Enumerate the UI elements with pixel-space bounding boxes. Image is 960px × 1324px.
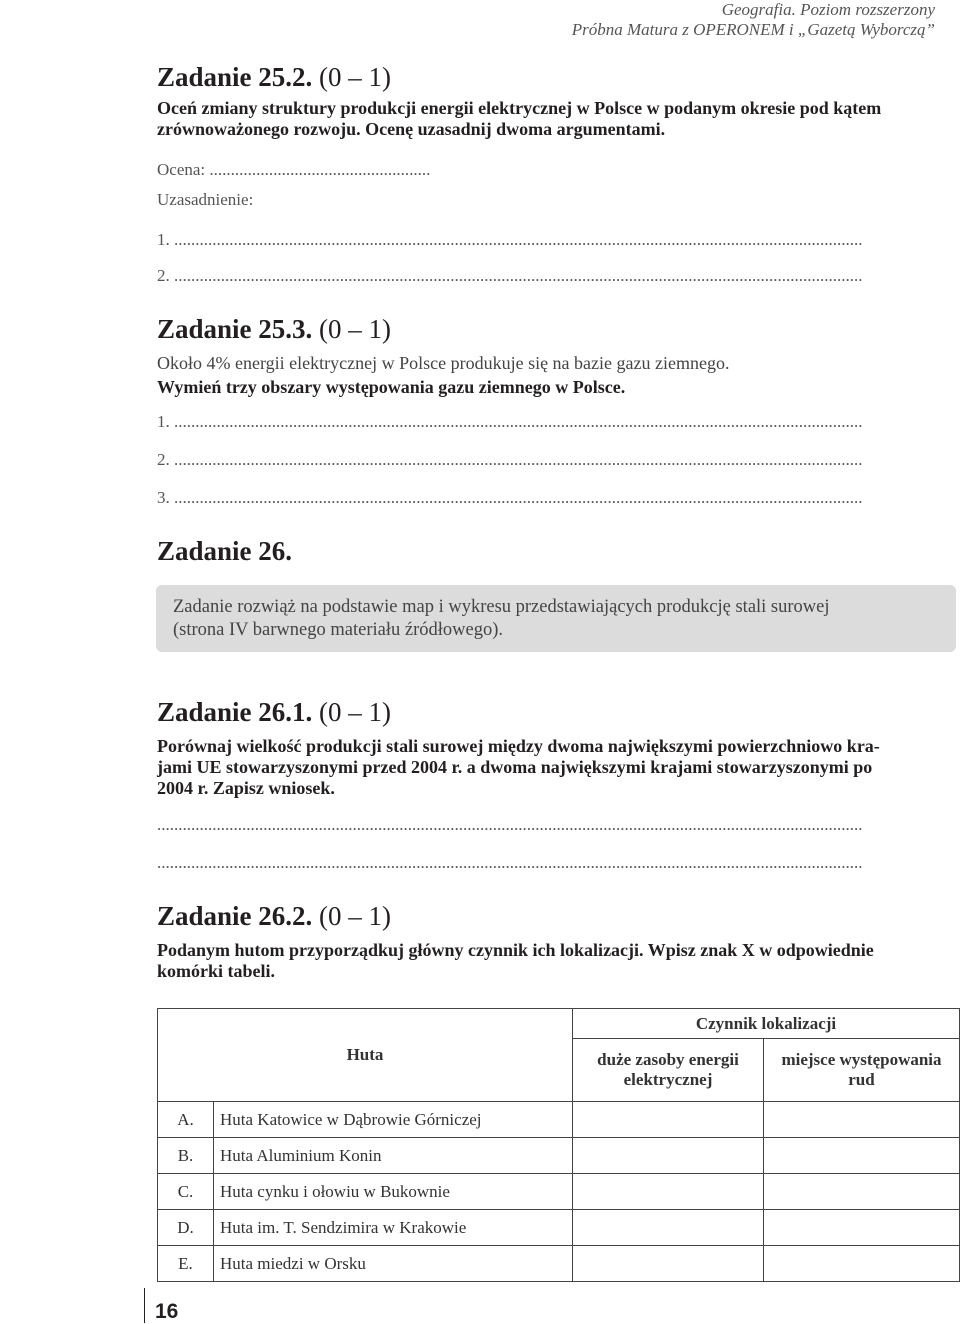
- task-26-1-title: [157, 697, 391, 728]
- question-line: Porównaj wielkość produkcji stali surowej między dwoma największymi powierzchniowo kra-: [157, 736, 880, 756]
- answer-cell-energy[interactable]: [573, 1174, 764, 1210]
- task-26-title: Zadanie 26.: [157, 536, 293, 566]
- task-title-text: Zadanie 26.2.: [157, 901, 313, 931]
- task-points: (0 – 1): [319, 901, 392, 931]
- table-row: [158, 1174, 960, 1210]
- task-26-1-question: [157, 736, 957, 799]
- task-title-text: Zadanie 25.3.: [157, 314, 313, 344]
- row-huta-name: Huta miedzi w Orsku: [214, 1246, 573, 1282]
- row-huta-name: Huta im. T. Sendzimira w Krakowie: [214, 1210, 573, 1246]
- header-line: rud: [848, 1070, 875, 1089]
- task-25-3-question: Wymień trzy obszary występowania gazu ziemnego w Polsce.: [157, 377, 626, 397]
- source-info-box: [156, 585, 956, 652]
- table-row: [158, 1102, 960, 1138]
- task-25-3-title: [157, 314, 391, 345]
- answer-line-1[interactable]: 1. ..................................................................................................................................................................: [157, 230, 863, 249]
- row-letter: B.: [158, 1138, 214, 1174]
- question-line: zrównoważonego rozwoju. Ocenę uzasadnij dwoma argumentami.: [157, 119, 666, 139]
- answer-cell-energy[interactable]: [573, 1210, 764, 1246]
- answer-cell-energy[interactable]: [573, 1246, 764, 1282]
- ocena-answer-line[interactable]: Ocena: ....................................................: [157, 160, 431, 179]
- task-title-text: Zadanie 26.1.: [157, 697, 313, 727]
- question-line: 2004 r. Zapisz wniosek.: [157, 778, 335, 798]
- answer-cell-ore[interactable]: [764, 1102, 960, 1138]
- answer-cell-energy[interactable]: [573, 1138, 764, 1174]
- header-subject: Geografia. Poziom rozszerzony: [721, 0, 935, 19]
- question-line: komórki tabeli.: [157, 961, 276, 981]
- info-line: (strona IV barwnego materiału źródłowego).: [173, 620, 503, 640]
- answer-line-3[interactable]: 3. ..................................................................................................................................................................: [157, 488, 863, 507]
- task-26-2-question: [157, 940, 957, 982]
- answer-line-2[interactable]: 2. ..................................................................................................................................................................: [157, 266, 863, 285]
- row-huta-name: Huta Aluminium Konin: [214, 1138, 573, 1174]
- task-25-3-intro: Około 4% energii elektrycznej w Polsce produkuje się na bazie gazu ziemnego.: [157, 353, 730, 373]
- info-line: Zadanie rozwiąż na podstawie map i wykresu przedstawiających produkcję stali surowej: [173, 597, 830, 617]
- table-row: [158, 1210, 960, 1246]
- task-25-2-title: [157, 62, 391, 93]
- row-huta-name: Huta Katowice w Dąbrowie Górniczej: [214, 1102, 573, 1138]
- row-letter: A.: [158, 1102, 214, 1138]
- answer-cell-energy[interactable]: [573, 1102, 764, 1138]
- task-points: (0 – 1): [319, 62, 392, 92]
- factor-energy-header: [573, 1039, 764, 1102]
- answer-line-2[interactable]: ......................................................................................................................................................................: [157, 853, 863, 872]
- task-points: (0 – 1): [319, 314, 392, 344]
- question-line: Podanym hutom przyporządkuj główny czynnik ich lokalizacji. Wpisz znak X w odpowiednie: [157, 940, 874, 960]
- page-header: [572, 0, 935, 40]
- table-row: [158, 1246, 960, 1282]
- factor-ore-header: [764, 1039, 960, 1102]
- page-number-rule: [144, 1288, 145, 1323]
- row-letter: C.: [158, 1174, 214, 1210]
- task-title-text: Zadanie 25.2.: [157, 62, 313, 92]
- answer-cell-ore[interactable]: [764, 1246, 960, 1282]
- page-number: 16: [155, 1300, 179, 1323]
- task-25-2-question: [157, 98, 881, 140]
- table-row: [158, 1138, 960, 1174]
- task-26-2-title: [157, 901, 391, 932]
- answer-line-1[interactable]: ......................................................................................................................................................................: [157, 815, 863, 834]
- header-line: elektrycznej: [623, 1070, 713, 1089]
- huta-header: Huta: [158, 1009, 573, 1102]
- uzasadnienie-label: Uzasadnienie:: [157, 190, 254, 209]
- row-huta-name: Huta cynku i ołowiu w Bukownie: [214, 1174, 573, 1210]
- question-line: jami UE stowarzyszonymi przed 2004 r. a dwoma największymi krajami stowarzyszonymi po: [157, 757, 873, 777]
- answer-cell-ore[interactable]: [764, 1174, 960, 1210]
- question-line: Oceń zmiany struktury produkcji energii elektrycznej w Polsce w podanym okresie pod kątem: [157, 98, 882, 118]
- answer-cell-ore[interactable]: [764, 1210, 960, 1246]
- row-letter: D.: [158, 1210, 214, 1246]
- location-factor-table: [157, 1008, 960, 1282]
- header-exam: Próbna Matura z OPERONEM i „Gazetą Wyborczą”: [571, 20, 935, 39]
- header-line: miejsce występowania: [781, 1050, 942, 1069]
- task-points: (0 – 1): [319, 697, 392, 727]
- answer-line-1[interactable]: 1. ..................................................................................................................................................................: [157, 412, 863, 431]
- answer-line-2[interactable]: 2. ..................................................................................................................................................................: [157, 450, 863, 469]
- factor-group-header: Czynnik lokalizacji: [573, 1009, 960, 1039]
- answer-cell-ore[interactable]: [764, 1138, 960, 1174]
- row-letter: E.: [158, 1246, 214, 1282]
- header-line: duże zasoby energii: [597, 1050, 739, 1069]
